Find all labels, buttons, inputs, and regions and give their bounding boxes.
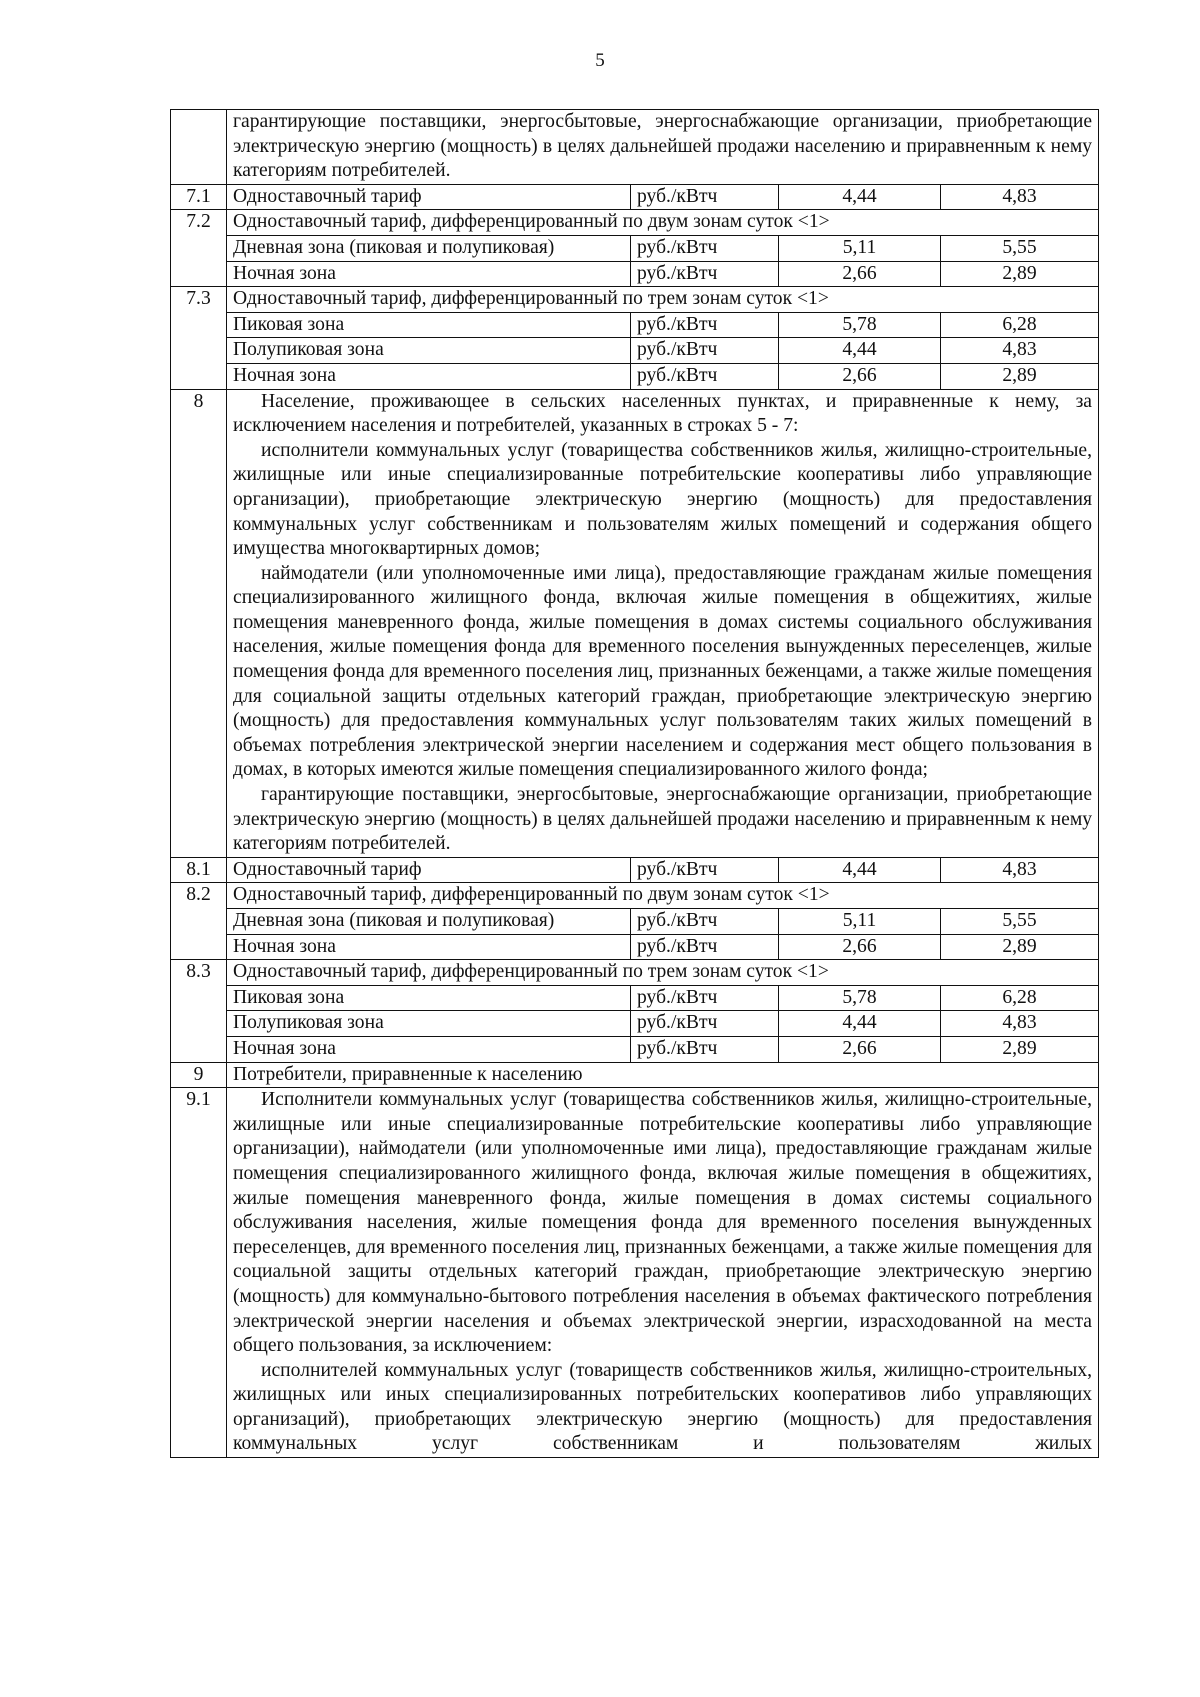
table-row bbox=[171, 184, 1099, 210]
paragraph: гарантирующие поставщики, энергосбытовые, энергоснабжающие организации, приобретающие электрическую энергию (мощность) в целях дальнейшей продажи населению и приравненным к нему категориям потребителей. bbox=[233, 111, 1093, 182]
unit-cell: руб./кВтч bbox=[631, 985, 779, 1011]
table-row bbox=[171, 210, 1099, 236]
zone-label: Пиковая зона bbox=[227, 985, 631, 1011]
table-row bbox=[171, 110, 1099, 185]
value-cell: 2,89 bbox=[941, 363, 1099, 389]
unit-cell: руб./кВтч bbox=[631, 934, 779, 960]
zone-label: Ночная зона bbox=[227, 1036, 631, 1062]
value-cell: 6,28 bbox=[941, 312, 1099, 338]
row-number-cell bbox=[171, 312, 227, 338]
tariff-label: Одноставочный тариф, дифференцированный по двум зонам суток <1> bbox=[227, 883, 1099, 909]
row-number-cell bbox=[171, 909, 227, 935]
paragraph: исполнители коммунальных услуг (товарищества собственников жилья, жилищно-строительные, жилищные или иные специализированные потребительские кооперативы либо управляющие организации), приобретающие электрическую энергию (мощность) для предоставления коммунальных услуг собственникам и пользователям жилых помещений и содержания общего имущества многоквартирных домов; bbox=[233, 439, 1093, 560]
row-text-cell bbox=[227, 110, 1099, 185]
value-cell: 4,83 bbox=[941, 1011, 1099, 1037]
value-cell: 5,78 bbox=[779, 985, 941, 1011]
row-number: 8 bbox=[171, 389, 227, 857]
row-number: 9.1 bbox=[171, 1088, 227, 1458]
value-cell: 2,66 bbox=[779, 1036, 941, 1062]
table-row bbox=[171, 1062, 1099, 1088]
value-cell: 2,89 bbox=[941, 934, 1099, 960]
table-row bbox=[171, 857, 1099, 883]
zone-label: Полупиковая зона bbox=[227, 338, 631, 364]
table-row bbox=[171, 389, 1099, 857]
value-cell: 4,44 bbox=[779, 338, 941, 364]
paragraph: гарантирующие поставщики, энергосбытовые, энергоснабжающие организации, приобретающие электрическую энергию (мощность) в целях дальнейшей продажи населению и приравненным к нему категориям потребителей. bbox=[233, 784, 1093, 855]
tariff-table bbox=[170, 109, 1099, 1458]
zone-label: Дневная зона (пиковая и полупиковая) bbox=[227, 909, 631, 935]
table-row bbox=[171, 883, 1099, 909]
row-number-cell bbox=[171, 934, 227, 960]
row-number: 7.1 bbox=[171, 184, 227, 210]
zone-label: Ночная зона bbox=[227, 934, 631, 960]
row-number-cell bbox=[171, 1011, 227, 1037]
table-row bbox=[171, 261, 1099, 287]
value-cell: 5,55 bbox=[941, 235, 1099, 261]
page-number: 5 bbox=[595, 50, 605, 71]
unit-cell: руб./кВтч bbox=[631, 363, 779, 389]
row-number-cell bbox=[171, 363, 227, 389]
value-cell: 5,11 bbox=[779, 909, 941, 935]
unit-cell: руб./кВтч bbox=[631, 1036, 779, 1062]
row-text-cell bbox=[227, 389, 1099, 857]
value-cell: 2,89 bbox=[941, 1036, 1099, 1062]
row-number: 7.2 bbox=[171, 210, 227, 236]
row-text-cell bbox=[227, 1088, 1099, 1458]
row-number: 9 bbox=[171, 1062, 227, 1088]
table-row bbox=[171, 338, 1099, 364]
row-number-cell bbox=[171, 985, 227, 1011]
value-cell: 2,89 bbox=[941, 261, 1099, 287]
value-cell: 5,78 bbox=[779, 312, 941, 338]
value-cell: 5,55 bbox=[941, 909, 1099, 935]
table-row bbox=[171, 1088, 1099, 1458]
value-cell: 4,44 bbox=[779, 857, 941, 883]
unit-cell: руб./кВтч bbox=[631, 235, 779, 261]
unit-cell: руб./кВтч bbox=[631, 1011, 779, 1037]
row-number: 8.1 bbox=[171, 857, 227, 883]
tariff-label: Одноставочный тариф bbox=[227, 184, 631, 210]
value-cell: 4,83 bbox=[941, 338, 1099, 364]
value-cell: 4,44 bbox=[779, 1011, 941, 1037]
table-row bbox=[171, 934, 1099, 960]
table-row bbox=[171, 909, 1099, 935]
row-number-cell bbox=[171, 235, 227, 261]
zone-label: Дневная зона (пиковая и полупиковая) bbox=[227, 235, 631, 261]
row-number-cell bbox=[171, 338, 227, 364]
tariff-label: Одноставочный тариф, дифференцированный по трем зонам суток <1> bbox=[227, 287, 1099, 313]
tariff-label: Одноставочный тариф, дифференцированный по двум зонам суток <1> bbox=[227, 210, 1099, 236]
unit-cell: руб./кВтч bbox=[631, 338, 779, 364]
unit-cell: руб./кВтч bbox=[631, 312, 779, 338]
table-row bbox=[171, 312, 1099, 338]
row-number: 8.3 bbox=[171, 960, 227, 986]
row-number-cell bbox=[171, 110, 227, 185]
unit-cell: руб./кВтч bbox=[631, 261, 779, 287]
tariff-label: Одноставочный тариф bbox=[227, 857, 631, 883]
value-cell: 5,11 bbox=[779, 235, 941, 261]
section-label: Потребители, приравненные к населению bbox=[227, 1062, 1099, 1088]
value-cell: 2,66 bbox=[779, 363, 941, 389]
paragraph: Население, проживающее в сельских населенных пунктах, и приравненные к нему, за исключением населения и потребителей, указанных в строках 5 - 7: bbox=[233, 390, 1093, 437]
table-row bbox=[171, 1036, 1099, 1062]
value-cell: 4,83 bbox=[941, 184, 1099, 210]
zone-label: Ночная зона bbox=[227, 261, 631, 287]
paragraph: Исполнители коммунальных услуг (товарищества собственников жилья, жилищно-строительные, жилищные или иные специализированные потребительские кооперативы либо управляющие организации), наймодатели (или уполномоченные ими лица), предоставляющие гражданам жилые помещения специализированного жилищного фонда, включая жилые помещения в общежитиях, жилые помещения маневренного фонда, жилые помещения в домах системы социального обслуживания населения, жилые помещения фонда для временного поселения вынужденных переселенцев, для временного поселения лиц, признанных беженцами, а также жилые помещения для социальной защиты отдельных категорий граждан, приобретающие электрическую энергию (мощность) для коммунально-бытового потребления населения в объемах фактического потребления электрической энергии населения и объемах электрической энергии, израсходованной на места общего пользования, за исключением: bbox=[233, 1089, 1093, 1357]
zone-label: Полупиковая зона bbox=[227, 1011, 631, 1037]
zone-label: Ночная зона bbox=[227, 363, 631, 389]
value-cell: 2,66 bbox=[779, 934, 941, 960]
table-row bbox=[171, 287, 1099, 313]
paragraph: наймодатели (или уполномоченные ими лица), предоставляющие гражданам жилые помещения специализированного жилищного фонда, включая жилые помещения в общежитиях, жилые помещения маневренного фонда, жилые помещения в домах системы социального обслуживания населения, жилые помещения фонда для временного поселения вынужденных переселенцев, жилые помещения фонда для временного поселения лиц, признанных беженцами, а также жилые помещения для социальной защиты отдельных категорий граждан, приобретающие электрическую энергию (мощность) для предоставления коммунальных услуг пользователям таких жилых помещений в объемах потребления электрической энергии населением и содержания мест общего пользования в домах, в которых имеются жилые помещения специализированного жилого фонда; bbox=[233, 562, 1093, 781]
value-cell: 2,66 bbox=[779, 261, 941, 287]
row-number: 8.2 bbox=[171, 883, 227, 909]
zone-label: Пиковая зона bbox=[227, 312, 631, 338]
table-row bbox=[171, 1011, 1099, 1037]
tariff-label: Одноставочный тариф, дифференцированный по трем зонам суток <1> bbox=[227, 960, 1099, 986]
row-number-cell bbox=[171, 1036, 227, 1062]
table-row bbox=[171, 235, 1099, 261]
table-row bbox=[171, 363, 1099, 389]
unit-cell: руб./кВтч bbox=[631, 857, 779, 883]
value-cell: 6,28 bbox=[941, 985, 1099, 1011]
row-number: 7.3 bbox=[171, 287, 227, 313]
unit-cell: руб./кВтч bbox=[631, 909, 779, 935]
unit-cell: руб./кВтч bbox=[631, 184, 779, 210]
table-row bbox=[171, 985, 1099, 1011]
value-cell: 4,83 bbox=[941, 857, 1099, 883]
paragraph: исполнителей коммунальных услуг (товариществ собственников жилья, жилищно-строительных, жилищных или иных специализированных потребительских кооперативов либо управляющих организаций), приобретающих электрическую энергию (мощность) для предоставления коммунальных услуг собственникам и пользователям жилых bbox=[233, 1359, 1093, 1455]
table-row bbox=[171, 960, 1099, 986]
value-cell: 4,44 bbox=[779, 184, 941, 210]
row-number-cell bbox=[171, 261, 227, 287]
